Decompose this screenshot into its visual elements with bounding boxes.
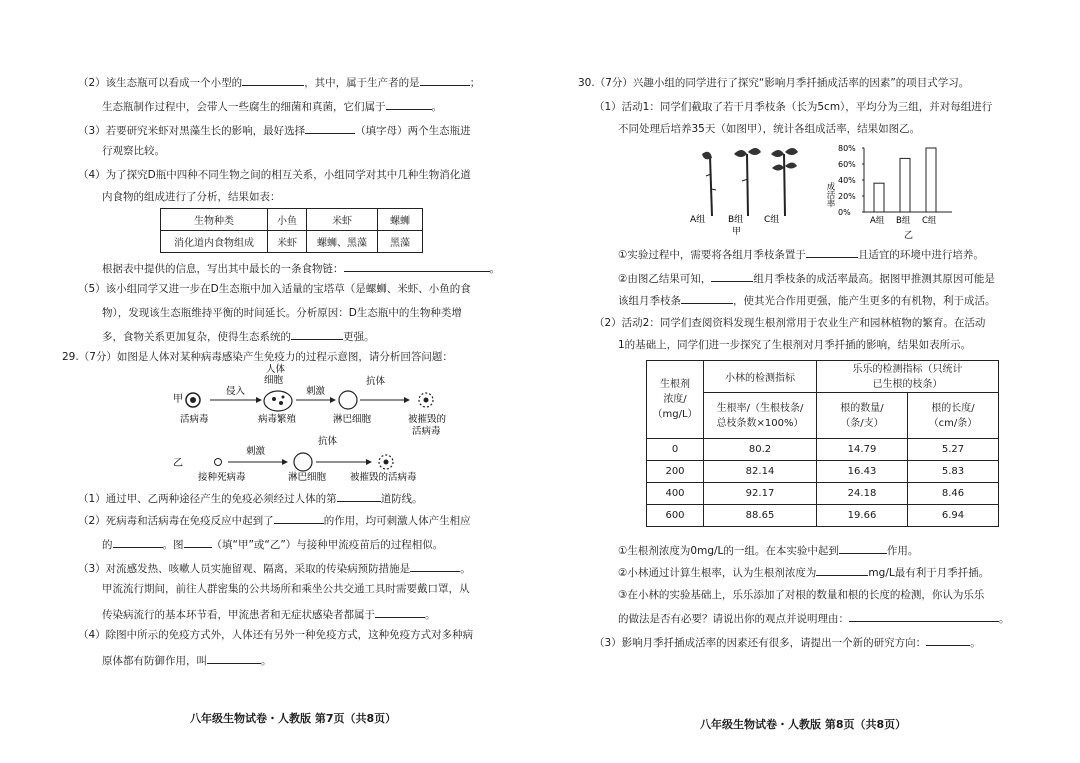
q30-2-1: ①生根剂浓度为0mg/L的一组。在本实验中起到 作用。 (618, 542, 918, 558)
q28-3-line1: （3）若要研究米虾对黑藻生长的影响，最好选择 （填字母）两个生态瓶进 (78, 122, 471, 138)
y-tick-label: 60% (838, 160, 856, 169)
bar (900, 158, 910, 212)
q30-2-3-line1: ③在小林的实验基础上，乐乐添加了对根的数量和根的长度的检测，你认为乐乐 (618, 589, 985, 601)
q29-4-line1: （4）除图中所示的免疫方式外，人体还有另外一种免疫方式，这种免疫方式对多种病 (78, 629, 474, 641)
q29-title: 29.（7分）如图是人体对某种病毒感染产生免疫力的过程示意图，请分析回答问题： (62, 351, 453, 363)
footer-page8: 八年级生物试卷・人教版 第8页（共8页） (700, 718, 907, 731)
q28-3-line2: 行观察比较。 (102, 145, 165, 157)
q29-4-line2: 原体都有防御作用，叫 。 (102, 652, 272, 668)
q30-2-3-line2: 的做法是否有必要？请说出你的观点并说明理由： 。 (618, 610, 1010, 626)
diagram-label-cuihui3: 被摧毁的活病毒 (350, 472, 417, 483)
table-cell: 92.17 (704, 483, 817, 505)
table-cell: 82.14 (704, 461, 817, 483)
q28-5-line2: 物），发现该生态瓶维持平衡的时间延长。分析原因：D生态瓶中的生物种类增 (102, 307, 462, 319)
diagram-label-ciji2: 刺激 (246, 446, 266, 457)
virus-icon (186, 393, 200, 407)
q29-3-line1: （3）对流感发热、咳嗽人员实施留观、隔离，采取的传染病预防措施是 。 (78, 560, 471, 576)
q28-5-line1: （5）该小组同学又进一步在D生态瓶中加入适量的宝塔草（是螺蛳、米虾、小鱼的食 (78, 283, 471, 295)
q28-2-line1: （2）该生态瓶可以看成一个小型的 ，其中，属于生产者的是 ； (78, 74, 480, 90)
table-cell: 8.46 (908, 483, 999, 505)
dead-virus-icon (215, 459, 222, 466)
table-cell: 14.79 (817, 439, 908, 461)
q29-1: （1）通过甲、乙两种途径产生的免疫必须经过人体的第 道防线。 (78, 490, 423, 506)
table-row (647, 461, 999, 483)
x-tick-label: C组 (922, 216, 937, 226)
q30-3: （3）影响月季扦插成活率的因素还有很多，请提出一个新的研究方向： 。 (594, 634, 981, 650)
q30-1-line2: 不同处理后培养35天（如图甲），统计各组成活率，结果如图乙。 (618, 123, 921, 135)
y-tick-label: 0% (838, 208, 851, 217)
y-ticks (838, 144, 864, 217)
cutting-c-icon (771, 148, 798, 216)
table-cell: 600 (647, 505, 704, 527)
diagram-label-linba2: 淋巴细胞 (288, 472, 327, 483)
table-cell: 消化道内食物组成 (161, 231, 268, 253)
arrow-head (282, 459, 288, 465)
table-cell: 80.2 (704, 439, 817, 461)
table-cell: 16.43 (817, 461, 908, 483)
diagram-label-cuihui2: 活病毒 (412, 426, 441, 437)
arrow-head (366, 459, 372, 465)
q28-4-line2: 内食物的组成进行了分析，结果如表： (102, 191, 281, 203)
rooting-table (646, 360, 999, 527)
q28-5-line3: 多，食物关系更加复杂，使得生态系统的 更强。 (102, 328, 375, 344)
x-tick-label: B组 (896, 216, 911, 226)
q29-3-line2: 甲流流行期间，前往人群密集的公共场所和乘坐公共交通工具时需要戴口罩，从 (102, 583, 470, 595)
q30-1-2-line1: ②由图乙结果可知， 组月季枝条的成活率最高。据图甲推测其原因可能是 (618, 270, 995, 286)
table-cell: 小鱼 (268, 209, 307, 231)
q28-2-line2: 生态瓶制作过程中，会带人一些腐生的细菌和真菌，它们属于 。 (102, 98, 442, 114)
diagram-label-yi: 乙 (173, 458, 183, 469)
table-header-number: 根的数量/ （条/支） (817, 393, 908, 439)
q30-title: 30.（7分）兴趣小组的同学进行了探究“影响月季扦插成活率的因素”的项目式学习。 (578, 77, 970, 89)
diagram-label-qinru: 侵入 (226, 386, 246, 397)
lymphocyte-icon (339, 391, 357, 409)
q30-1-2-line2: 该组月季枝条 ，使其光合作用更强，能产生更多的有机物，利于成活。 (618, 292, 996, 308)
immune-diagram (158, 362, 478, 484)
table-cell: 0 (647, 439, 704, 461)
diagram-label-linba: 淋巴细胞 (333, 414, 372, 425)
q30-1-1: ①实验过程中，需要将各组月季枝条置于 且适宜的环境中进行培养。 (618, 246, 984, 262)
figure-jia-label: 甲 (732, 227, 742, 237)
diagram-label-renti: 人体 (266, 364, 286, 375)
group-label: A组 (690, 215, 706, 225)
destroyed-virus-icon (419, 393, 433, 407)
q30-1-line1: （1）活动1：同学们截取了若干月季枝条（长为5cm），平均分为三组，并对每组进行 (594, 101, 993, 113)
group-label: B组 (728, 215, 744, 225)
table-row (647, 505, 999, 527)
cell-icon (264, 391, 292, 411)
diagram-label-xibao: 细胞 (264, 375, 284, 386)
bars (874, 148, 936, 212)
table-header-length: 根的长度/ （cm/条） (908, 393, 999, 439)
bar (926, 148, 936, 212)
chart-ylabel: 成活率 (825, 182, 835, 208)
table-header-lele: 乐乐的检测指标（只统计 已生根的枝条） (817, 361, 999, 393)
figure-yi-label: 乙 (904, 231, 914, 241)
q29-2-line2: 的 。图 （填“甲”或“乙”）与接种甲流疫苗后的过程相似。 (102, 536, 443, 552)
food-table (160, 208, 423, 253)
table-cell: 黑藻 (378, 231, 423, 253)
lymphocyte-icon (294, 453, 312, 471)
cutting-a-icon (702, 152, 716, 216)
diagram-label-fanzhi: 病毒繁殖 (258, 414, 297, 425)
destroyed-virus-icon (379, 455, 393, 469)
table-cell: 5.83 (908, 461, 999, 483)
diagram-label-kangti: 抗体 (366, 376, 386, 387)
table-header-concentration: 生根剂 浓度/ （mg/L） (647, 361, 704, 439)
diagram-label-huo: 活病毒 (180, 414, 209, 425)
diagram-label-jiezhong: 接种死病毒 (198, 472, 246, 483)
diagram-label-cuihui1: 被摧毁的 (408, 414, 447, 425)
q29-2-line1: （2）死病毒和活病毒在免疫反应中起到了 的作用，均可刺激人体产生相应 (78, 512, 471, 528)
diagram-label-jia: 甲 (173, 394, 183, 405)
arrow-head (404, 397, 410, 403)
group-label: C组 (764, 215, 780, 225)
y-tick-label: 40% (838, 176, 856, 185)
q28-4-line1: （4）为了探究D瓶中四种不同生物之间的相互关系，小组同学对其中几种生物消化道 (78, 169, 471, 181)
table-cell: 400 (647, 483, 704, 505)
bar (874, 183, 884, 212)
table-cell: 生物种类 (161, 209, 268, 231)
figure-jia-cuttings (692, 144, 812, 236)
table-cell: 19.66 (817, 505, 908, 527)
table-header-xiaolin: 小林的检测指标 (704, 361, 817, 393)
y-tick-label: 80% (838, 144, 856, 153)
table-header-rate: 生根率/（生根枝条/ 总枝条数×100%） (704, 393, 817, 439)
q30-2-line1: （2）活动2：同学们查阅资料发现生根剂常用于农业生产和园林植物的繁育。在活动 (594, 317, 986, 329)
x-tick-label: A组 (870, 216, 885, 226)
table-cell: 88.65 (704, 505, 817, 527)
table-cell: 米虾 (268, 231, 307, 253)
figure-yi-bar-chart (822, 142, 962, 240)
q30-2-2: ②小林通过计算生根率，认为生根剂浓度为 mg/L最有利于月季扦插。 (618, 564, 989, 580)
x-ticks (870, 216, 937, 226)
q29-3-line3: 传染病流行的基本环节看，甲流患者和无症状感染者都属于 。 (102, 606, 436, 622)
table-cell: 24.18 (817, 483, 908, 505)
table-cell: 200 (647, 461, 704, 483)
diagram-label-ciji: 刺激 (306, 386, 326, 397)
table-cell: 6.94 (908, 505, 999, 527)
y-tick-label: 20% (838, 192, 856, 201)
arrow-head (330, 397, 336, 403)
table-cell: 米虾 (307, 209, 378, 231)
arrow-head (256, 397, 262, 403)
footer-page7: 八年级生物试卷・人教版 第7页（共8页） (190, 712, 397, 725)
table-row (647, 483, 999, 505)
q28-4-line3: 根据表中提供的信息，写出其中最长的一条食物链： 。 (102, 260, 500, 276)
cutting-b-icon (734, 148, 761, 216)
table-cell: 螺蛳、黑藻 (307, 231, 378, 253)
table-row (647, 439, 999, 461)
q30-2-line2: 1的基础上，同学们进一步探究了生根剂对月季扦插的影响，结果如表所示。 (618, 339, 972, 351)
table-cell: 螺蛳 (378, 209, 423, 231)
table-cell: 5.27 (908, 439, 999, 461)
diagram-label-kangti2: 抗体 (318, 436, 338, 447)
